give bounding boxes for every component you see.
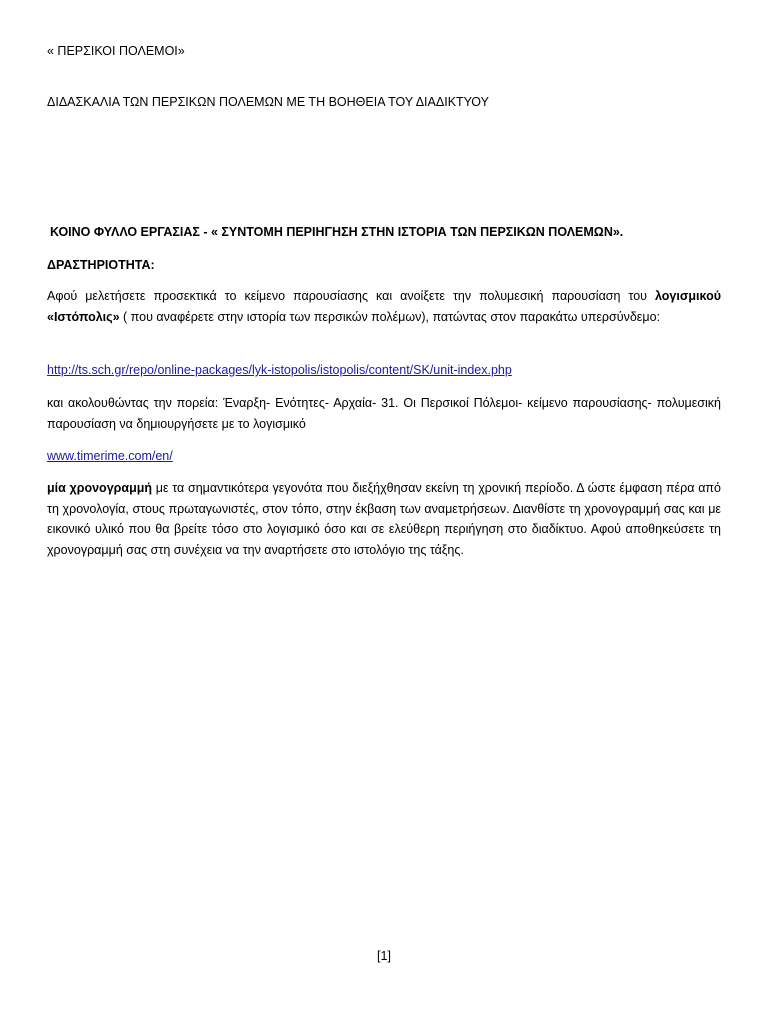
- document-subtitle: ΔΙΔΑΣΚΑΛΙΑ ΤΩΝ ΠΕΡΣΙΚΩΝ ΠΟΛΕΜΩΝ ΜΕ ΤΗ ΒΟΗΘΕΙΑ ΤΟΥ ΔΙΑΔΙΚΤΥΟΥ: [47, 95, 489, 109]
- paragraph-1-text-a: Αφού μελετήσετε προσεκτικά το κείμενο παρουσίασης και ανοίξετε την πολυμεσική παρουσίαση του: [47, 289, 655, 303]
- instructions-paragraph-3: [47, 478, 721, 560]
- worksheet-heading: ΚΟΙΝΟ ΦΥΛΛΟ ΕΡΓΑΣΙΑΣ - « ΣΥΝΤΟΜΗ ΠΕΡΙΗΓΗΣΗ ΣΤΗΝ ΙΣΤΟΡΙΑ ΤΩΝ ΠΕΡΣΙΚΩΝ ΠΟΛΕΜΩΝ».: [50, 225, 624, 239]
- paragraph-3-text: με τα σημαντικότερα γεγονότα που διεξήχθησαν εκείνη τη χρονική περίοδο. Δ ώστε έμφαση πέρα από τη χρονολογία, στους πρωταγωνιστές, στον τόπο, στην έκβαση των αναμετρήσεων. Διανθίστε τη χρονογραμμή σας και με εικονικό υλικό που θα βρείτε τόσο στο λογισμικό όσο και σε ελεύθερη περιήγηση στο διαδίκτυο. Αφού αποθηκεύσετε τη χρονογραμμή σας στη συνέχεια να την αναρτήσετε στο ιστολόγιο της τάξης.: [47, 481, 721, 557]
- paragraph-1-text-b: ( που αναφέρετε στην ιστορία των περσικών πολέμων), πατώντας στον παρακάτω υπερσύνδεμο:: [119, 309, 660, 324]
- page-number: [1]: [377, 949, 391, 963]
- document-title: « ΠΕΡΣΙΚΟΙ ΠΟΛΕΜΟΙ»: [47, 44, 185, 58]
- timerime-link[interactable]: www.timerime.com/en/: [47, 449, 173, 463]
- activity-label: ΔΡΑΣΤΗΡΙΟΤΗΤΑ:: [47, 258, 155, 272]
- istopolis-link[interactable]: http://ts.sch.gr/repo/online-packages/lyk-istopolis/istopolis/content/SK/unit-index.php: [47, 363, 512, 377]
- timeline-term: μία χρονογραμμή: [47, 481, 152, 495]
- instructions-paragraph-2: και ακολουθώντας την πορεία: Έναρξη- Ενότητες- Αρχαία- 31. Οι Περσικοί Πόλεμοι- κείμενο παρουσίασης- πολυμεσική παρουσίαση να δημιουργήσετε με το λογισμικό: [47, 396, 721, 431]
- software-name: λογισμικού «Ιστόπολις»: [47, 289, 721, 324]
- instructions-paragraph-1: [47, 286, 721, 327]
